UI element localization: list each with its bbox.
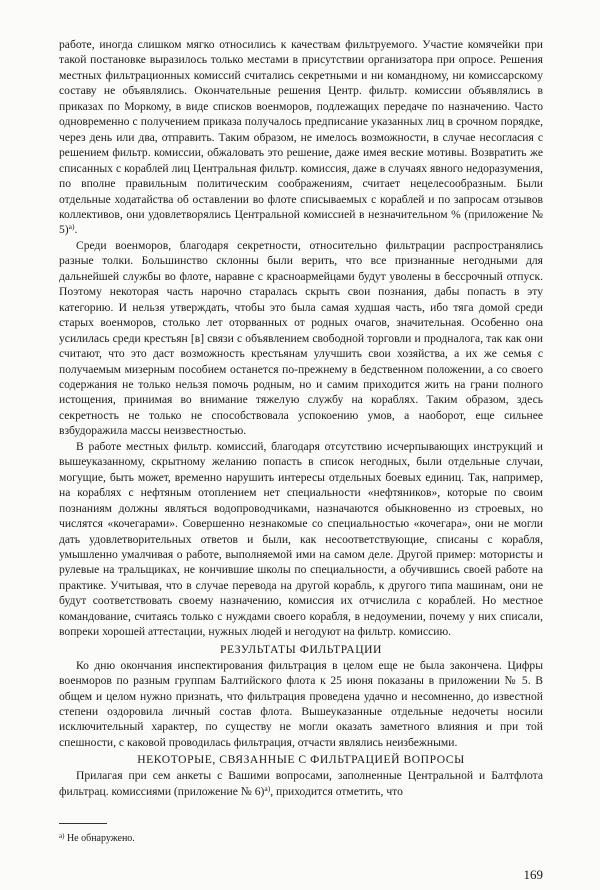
footnote-mark: а): [59, 832, 65, 840]
page-number: 169: [523, 867, 543, 882]
footnote-divider: [59, 823, 107, 824]
footnote-text: Не обнаружено.: [66, 833, 135, 844]
main-text: [59, 37, 543, 799]
paragraph-4: Ко дню окончания инспектирования фильтрация в целом еще не была закончена. Цифры военморов по разным группам Балтийского флота к 25 июня показаны в приложении № 5. В общем и целом нужно признать, что фильтрация проведена удачно и несомненно, до известной степени оздоровила личный состав флота. Вышеуказанные отдельные недочеты носили исключительный характер, по существу не могли оказать заметного влияния и при той спешности, с каковой проводилась фильтрация, отчасти являлись неизбежными.: [59, 658, 543, 749]
paragraph-1: работе, иногда слишком мягко относились к качествам фильтруемого. Участие комячейки при такой постановке выразилось только местами в присутствии организатора при опросе. Решения местных фильтрационных комиссий считались секретными и ни командному, ни комиссарскому составу не объявлялись. Окончательные решения Центр. фильтр. комиссии объявлялись в приказах по Моркому, в виде списков военморов, подлежащих передаче по назначению. Часто одновременно с получением приказа получалось предписание указанных лиц в срочном порядке, через день или два, отправить. Таким образом, не имелось возможности, в случае несогласия с решением фильтр. комиссии, обжаловать это решение, даже имея веские мотивы. Возвратить же списанных с кораблей лиц Центральная фильтр. комиссия, даже в случаях явного недоразумения, по вполне правильным политическим соображениям, считает нецелесообразным. Были отдельные ходатайства об оставлении во флоте списываемых с кораблей и по запросам отзывов коллективов, они удовлетворялись Центральной комиссией в незначительном % (приложение № 5)$^{а)}$.: [59, 38, 543, 237]
footnote-ref: а): [68, 222, 75, 232]
footnote-ref: а): [264, 783, 271, 793]
paragraph-3: В работе местных фильтр. комиссий, благодаря отсутствию исчерпывающих инструкций и вышеуказанному, скрытному желанию попасть в список негодных, были отдельные случаи, могущие, быть может, временно нарушить интересы отдельных боевых единиц. Так, например, на кораблях с нефтяным отоплением нет специальности «нефтяников», которые по своим познаниям должны являться водопроводчиками, назначаются обыкновенно из строевых, но числятся «кочегарами». Совершенно незнакомые со специальностью «кочегара», они не могли дать удовлетворительных ответов и были, как несоответствующие, списаны с корабля, умышленно умалчивая о работе, выполняемой ими на самом деле. Другой пример: мотористы и рулевые на тральщиках, не кончившие школы по специальности, а обучившись своей работе на практике. Учитывая, что в случае перевода на другой корабль, к другого типа машинам, они не будут соответствовать своему назначению, комиссия их отчислила с кораблей. Но местное командование, считаясь только с нуждами своего корабля, в недоумении, почему у них списали, вопреки хорошей аттестации, нужных людей и негодуют на фильтр. комиссию.: [59, 439, 543, 639]
footnote: [59, 832, 135, 845]
section-heading-related: НЕКОТОРЫЕ, СВЯЗАННЫЕ С ФИЛЬТРАЦИЕЙ ВОПРОСЫ: [137, 753, 465, 767]
section-heading-results: РЕЗУЛЬТАТЫ ФИЛЬТРАЦИИ: [220, 642, 382, 656]
paragraph-5: Прилагая при сем анкеты с Вашими вопросами, заполненные Центральной и Балтфлота фильтрац. комиссиями (приложение № 6)$^{а)}$, приходится отметить, что: [59, 769, 543, 798]
paragraph-2: Среди военморов, благодаря секретности, относительно фильтрации распространялись разные толки. Большинство склонны были верить, что все признанные негодными для дальнейшей службы во флоте, наравне с красноармейцами будут уволены в бессрочный отпуск. Поэтому некоторая часть нарочно старалась скрыть свои познания, дабы попасть в эту категорию. И нельзя утверждать, чтобы это была самая худшая часть, ибо тяга домой среди старых военморов, столько лет оторванных от родных очагов, значительная. Особенно она усилилась среди крестьян [в] связи с объявлением свободной торговли и продналога, так как они считают, что это даст возможность крестьянам улучшить свои хозяйства, а их же семья с получаемым мизерным пособием останется по-прежнему в бедственном положении, а со своего содержания не только нельзя помочь родным, но и самим приходится жить на грани полного истощения, принимая во внимание тяжелую службу на кораблях. Таким образом, здесь секретность не только не способствовала успокоению умов, а наоборот, еще сильнее взбудоражила массы неизвестностью.: [59, 238, 543, 438]
